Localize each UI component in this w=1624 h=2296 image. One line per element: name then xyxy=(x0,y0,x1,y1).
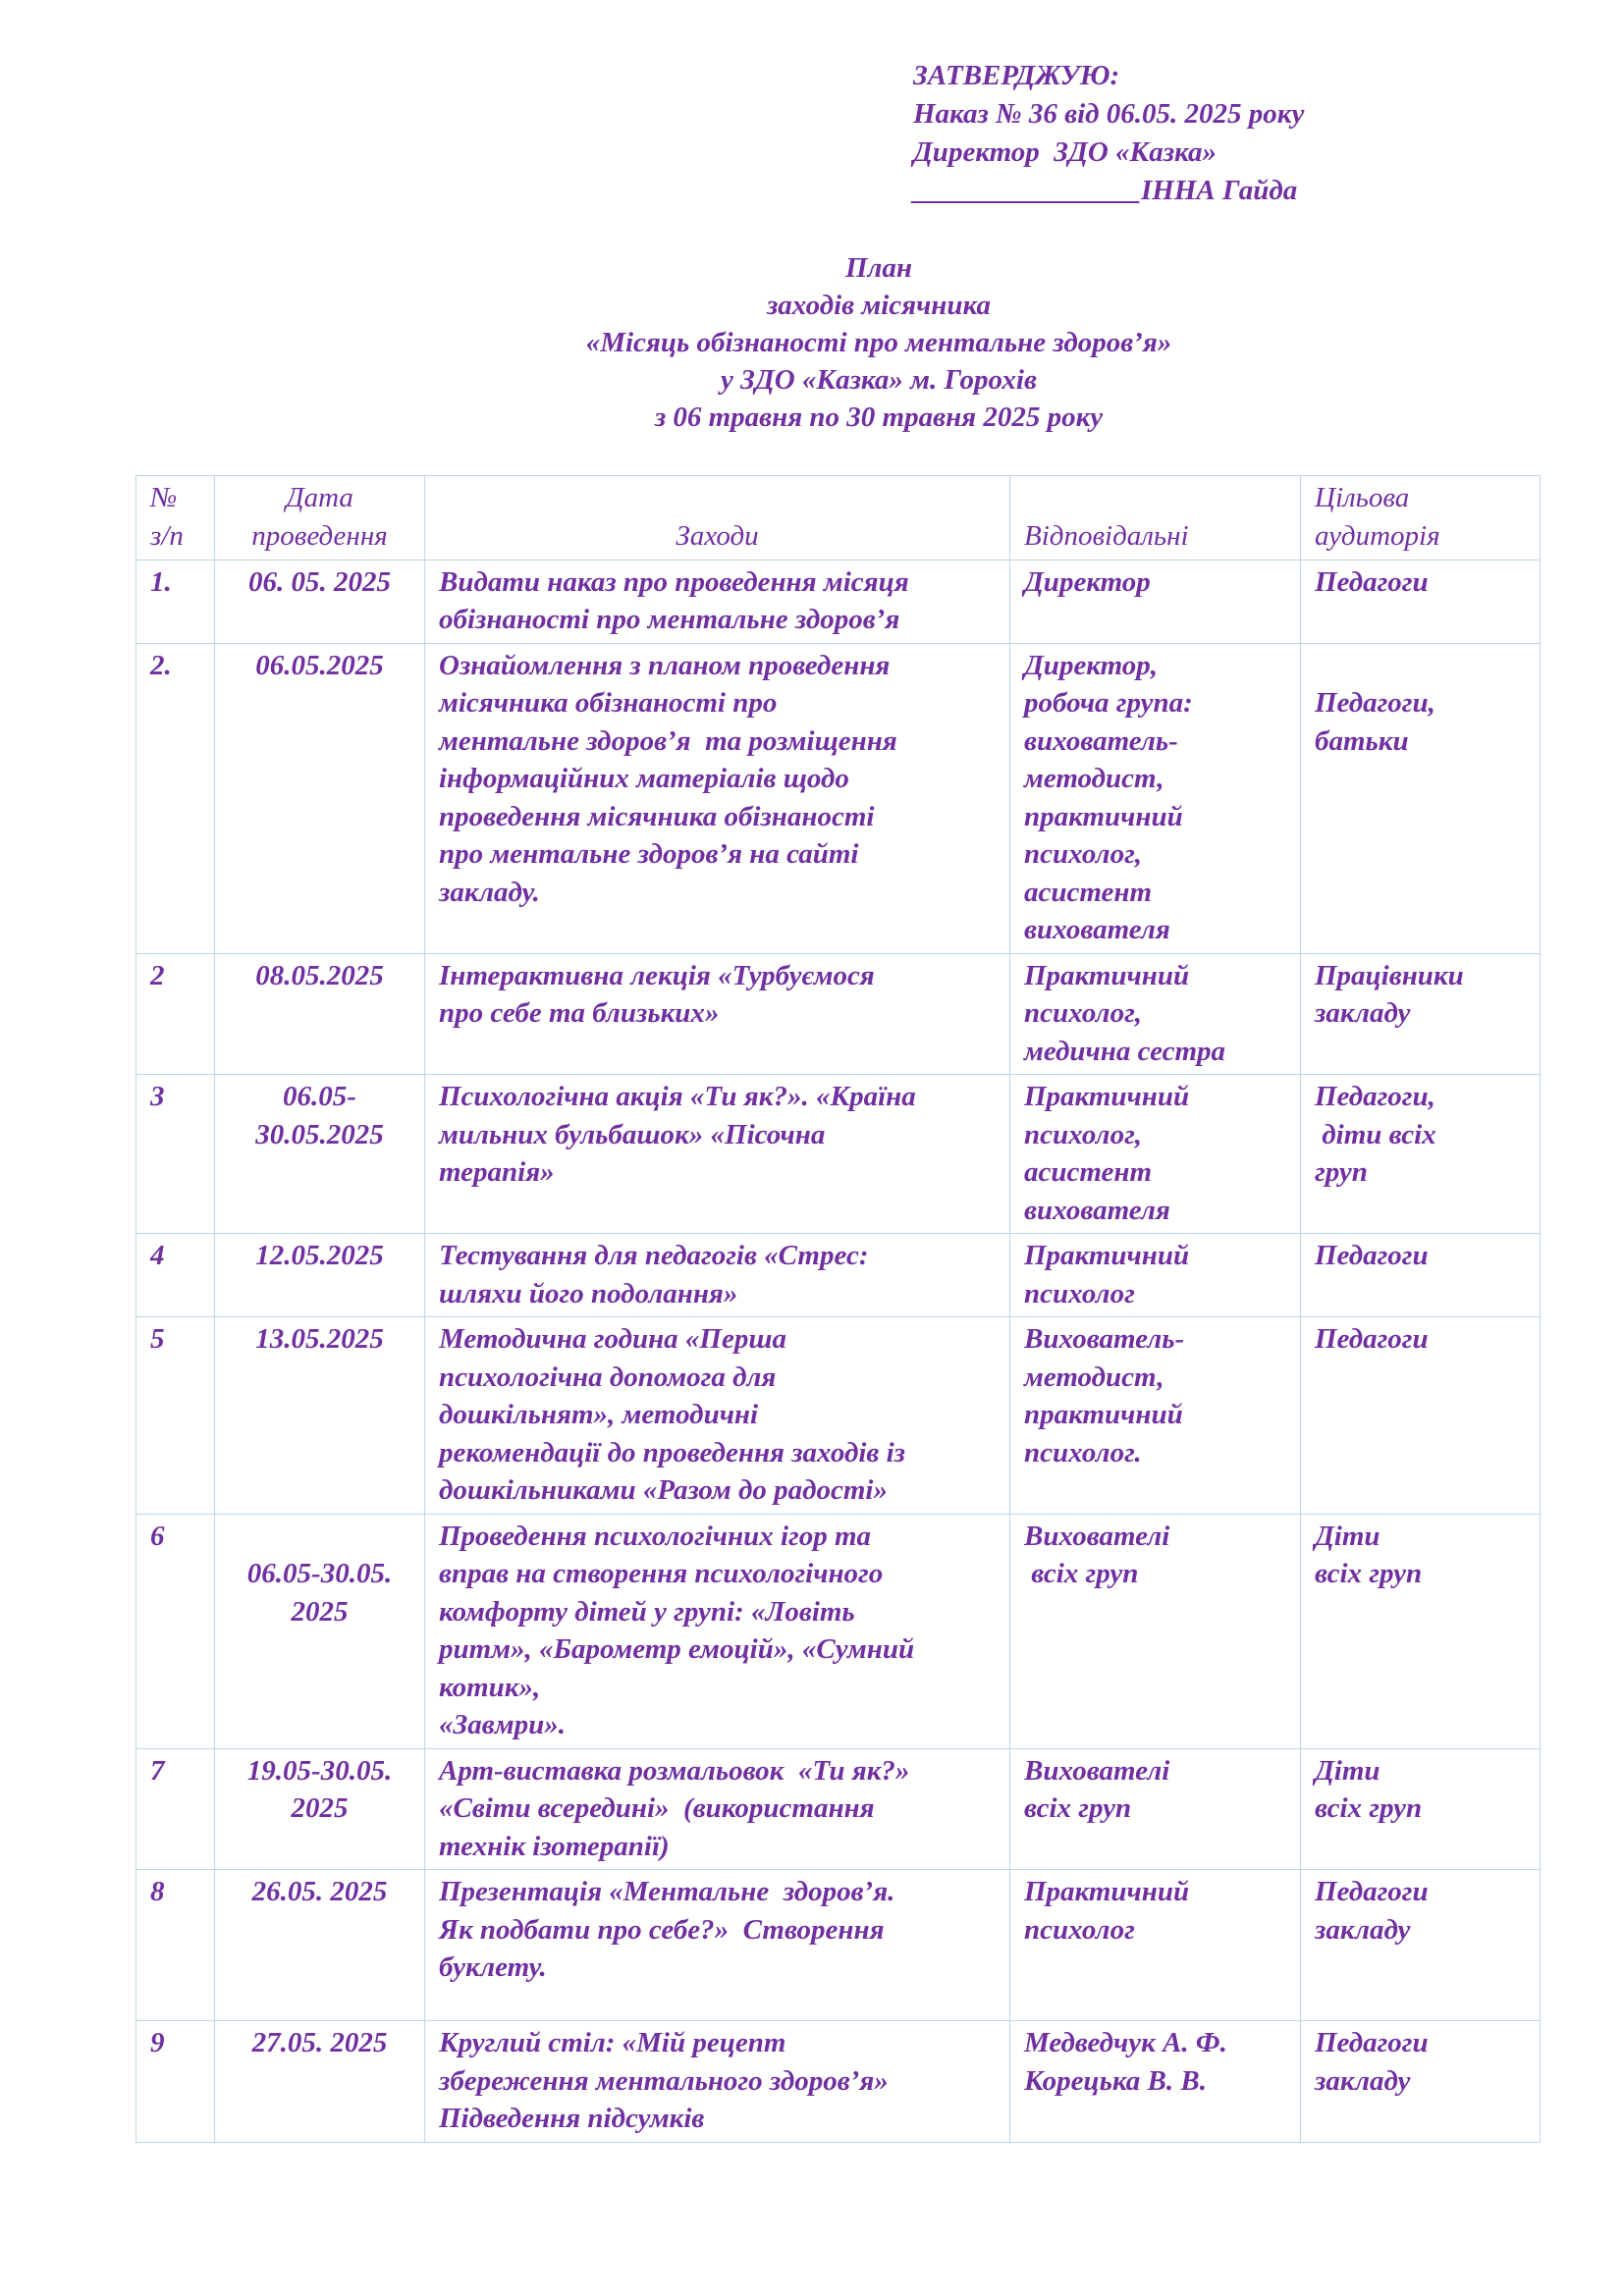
cell-text-line: діти всіх xyxy=(1315,1118,1436,1150)
cell-text-line: Відповідальні xyxy=(1024,520,1189,552)
cell-text-line: Директор xyxy=(1024,565,1151,598)
cell-text-line: закладу xyxy=(1315,1913,1411,1946)
cell-text-line: психолог, xyxy=(1024,838,1143,870)
table-header-row xyxy=(136,476,1541,561)
cell-text-line: ритм», «Барометр емоцій», «Сумний xyxy=(439,1633,915,1665)
cell-text-line: котик», xyxy=(439,1671,541,1703)
header-events xyxy=(425,476,1010,561)
cell-text-line xyxy=(1315,647,1526,685)
cell-responsible xyxy=(1010,1870,1301,2021)
cell-text-line: обізнаності про ментальне здоров’я xyxy=(439,604,900,635)
table-body xyxy=(136,560,1541,2142)
cell-text-line: Медведчук А. Ф. xyxy=(1024,2027,1227,2058)
cell-number xyxy=(136,560,215,643)
cell-text-line: терапія» xyxy=(439,1156,555,1188)
cell-audience xyxy=(1301,2021,1541,2143)
cell-text-line: 2 xyxy=(150,959,165,991)
plan-title-line: з 06 травня по 30 травня 2025 року xyxy=(654,401,1104,433)
approval-line: Наказ № 36 від 06.05. 2025 року xyxy=(913,98,1305,130)
cell-date xyxy=(215,643,425,953)
cell-text-line: асистент xyxy=(1024,1156,1153,1188)
plan-title-line: «Місяць обізнаності про ментальне здоров’я» xyxy=(585,327,1172,358)
cell-text-line: медична сестра xyxy=(1024,1035,1226,1067)
cell-text-line: вихователь- xyxy=(1024,724,1178,757)
cell-text-line: Педагоги xyxy=(1315,1876,1429,1907)
approval-block xyxy=(913,57,1304,210)
cell-text-line: 06.05-30.05. xyxy=(246,1558,393,1589)
approval-line: Директор ЗДО «Казка» xyxy=(913,136,1218,168)
cell-text-line: 8 xyxy=(150,1876,165,1907)
cell-event xyxy=(425,2021,1010,2143)
cell-date xyxy=(215,1317,425,1515)
cell-number xyxy=(136,643,215,953)
cell-text-line: Працівники xyxy=(1315,959,1464,991)
cell-text-line: Педагоги xyxy=(1315,1323,1429,1355)
cell-date xyxy=(215,2021,425,2143)
cell-responsible xyxy=(1010,1075,1301,1234)
cell-text-line: шляхи його подолання» xyxy=(439,1277,738,1309)
plan-title-line: у ЗДО «Казка» м. Горохів xyxy=(721,364,1037,396)
cell-text-line: Директор, xyxy=(1024,649,1159,681)
cell-text-line: Педагоги, xyxy=(1315,687,1435,719)
cell-number xyxy=(136,1748,215,1870)
cell-text-line: 2025 xyxy=(291,1595,349,1628)
cell-responsible xyxy=(1010,2021,1301,2143)
cell-text-line: Цільова xyxy=(1315,482,1410,513)
table-row xyxy=(136,1075,1541,1234)
cell-audience xyxy=(1301,1234,1541,1317)
cell-text-line: ментальне здоров’я та розміщення xyxy=(439,724,897,757)
header-audience xyxy=(1301,476,1541,561)
cell-text-line: мильних бульбашок» «Пісочна xyxy=(439,1118,826,1150)
cell-text-line: асистент xyxy=(1024,876,1153,908)
cell-text-line: № xyxy=(150,482,178,513)
cell-text-line: психолог xyxy=(1024,1277,1135,1309)
cell-responsible xyxy=(1010,1234,1301,1317)
cell-text-line: психолог xyxy=(1024,1913,1135,1946)
header-date xyxy=(215,476,425,561)
cell-text-line: всіх груп xyxy=(1315,1792,1423,1824)
cell-date xyxy=(215,1514,425,1748)
cell-text-line: Психологічна акція «Ти як?». «Країна xyxy=(439,1081,916,1112)
table-row xyxy=(136,953,1541,1075)
approval-line: ЗАТВЕРДЖУЮ: xyxy=(913,60,1120,91)
cell-text-line: збереження ментального здоров’я» xyxy=(439,2064,889,2097)
table-row xyxy=(136,1234,1541,1317)
cell-event xyxy=(425,643,1010,953)
events-table xyxy=(135,475,1541,2143)
cell-text-line: 9 xyxy=(150,2027,165,2058)
cell-audience xyxy=(1301,953,1541,1075)
cell-responsible xyxy=(1010,1514,1301,1748)
cell-text-line: 30.05.2025 xyxy=(255,1118,384,1150)
cell-text-line: 5 xyxy=(150,1323,165,1355)
table-row xyxy=(136,643,1541,953)
cell-number xyxy=(136,1870,215,2021)
cell-text-line: 06. 05. 2025 xyxy=(248,565,391,598)
cell-text-line: 4 xyxy=(150,1240,165,1271)
cell-text-line: психолог, xyxy=(1024,1118,1143,1150)
cell-audience xyxy=(1301,1870,1541,2021)
cell-text-line: психолог, xyxy=(1024,997,1143,1029)
cell-date xyxy=(215,1234,425,1317)
cell-event xyxy=(425,1870,1010,2021)
cell-number xyxy=(136,1075,215,1234)
cell-event xyxy=(425,1075,1010,1234)
cell-text-line: 06.05.2025 xyxy=(255,649,384,681)
cell-text-line: психолог. xyxy=(1024,1436,1142,1468)
cell-text-line: Дата xyxy=(286,482,353,513)
cell-text-line: Вихователь- xyxy=(1024,1323,1185,1355)
cell-text-line: всіх груп xyxy=(1024,1558,1139,1589)
cell-text-line: 3 xyxy=(150,1081,165,1112)
cell-text-line: Проведення психологічних ігор та xyxy=(439,1520,872,1552)
cell-text-line: технік ізотерапії) xyxy=(439,1830,670,1862)
cell-text-line: Педагоги xyxy=(1315,565,1429,598)
cell-text-line: Корецька В. В. xyxy=(1024,2064,1207,2097)
approval-line: ________________ІННА Гайда xyxy=(913,175,1298,206)
cell-text-line: вихователя xyxy=(1024,1194,1170,1226)
cell-text-line: комфорту дітей у групі: «Ловіть xyxy=(439,1595,855,1628)
cell-text-line: дошкільнят», методичні xyxy=(439,1399,759,1430)
cell-text-line: 06.05- xyxy=(283,1081,356,1112)
cell-event xyxy=(425,953,1010,1075)
cell-text-line: про ментальне здоров’я на сайті xyxy=(439,838,859,870)
cell-audience xyxy=(1301,1748,1541,1870)
cell-event xyxy=(425,1514,1010,1748)
cell-audience xyxy=(1301,1514,1541,1748)
cell-text-line: груп xyxy=(1315,1156,1368,1188)
cell-text-line: Діти xyxy=(1315,1754,1380,1787)
header-number xyxy=(136,476,215,561)
cell-text-line: про себе та близьких» xyxy=(439,997,720,1029)
cell-text-line: Видати наказ про проведення місяця xyxy=(439,565,909,598)
cell-text-line: всіх груп xyxy=(1024,1792,1132,1824)
cell-text-line: Практичний xyxy=(1024,1876,1190,1907)
cell-text-line: аудиторія xyxy=(1315,519,1440,552)
cell-text-line: дошкільниками «Разом до радості» xyxy=(439,1474,888,1506)
cell-event xyxy=(425,1748,1010,1870)
cell-text-line: Арт-виставка розмальовок «Ти як?» xyxy=(439,1754,910,1787)
cell-text-line: методист, xyxy=(1024,1361,1164,1393)
cell-text-line: з/п xyxy=(150,519,184,552)
header-responsible xyxy=(1010,476,1301,561)
cell-text-line xyxy=(229,1518,410,1556)
cell-text-line: закладу xyxy=(1315,2064,1411,2097)
cell-text-line: Вихователі xyxy=(1024,1520,1170,1552)
cell-text-line: батьки xyxy=(1315,724,1409,757)
cell-text-line: робоча група: xyxy=(1024,687,1193,719)
cell-text-line: Підведення підсумків xyxy=(439,2103,705,2134)
cell-text-line: 1. xyxy=(150,565,172,598)
cell-text-line: «Завмри». xyxy=(439,1709,566,1740)
cell-text-line: Діти xyxy=(1315,1520,1380,1552)
cell-event xyxy=(425,1317,1010,1515)
table-row xyxy=(136,1317,1541,1515)
cell-text-line: закладу. xyxy=(439,876,540,908)
cell-text-line: 2. xyxy=(150,649,172,681)
plan-title xyxy=(0,249,1624,436)
cell-text-line: місячника обізнаності про xyxy=(439,687,778,719)
table-row xyxy=(136,1514,1541,1748)
plan-title-line: План xyxy=(844,252,913,284)
cell-text-line: Як подбати про себе?» Створення xyxy=(439,1913,885,1946)
cell-number xyxy=(136,1234,215,1317)
table-row xyxy=(136,1870,1541,2021)
cell-text-line: всіх груп xyxy=(1315,1558,1423,1589)
cell-date xyxy=(215,1748,425,1870)
cell-text-line: «Світи всередині» (використання xyxy=(439,1792,875,1824)
cell-text-line: проведення місячника обізнаності xyxy=(439,800,875,832)
cell-number xyxy=(136,2021,215,2143)
cell-text-line: Круглий стіл: «Мій рецепт xyxy=(439,2027,786,2058)
cell-audience xyxy=(1301,560,1541,643)
cell-text-line: психологічна допомога для xyxy=(439,1361,777,1393)
table-row xyxy=(136,2021,1541,2143)
cell-text-line: 13.05.2025 xyxy=(255,1323,384,1355)
cell-responsible xyxy=(1010,643,1301,953)
cell-audience xyxy=(1301,1075,1541,1234)
cell-text-line: проведення xyxy=(251,519,388,552)
cell-responsible xyxy=(1010,953,1301,1075)
cell-text-line: вихователя xyxy=(1024,914,1170,945)
cell-text-line: 6 xyxy=(150,1520,165,1552)
cell-number xyxy=(136,953,215,1075)
cell-number xyxy=(136,1317,215,1515)
cell-text-line: Практичний xyxy=(1024,1081,1190,1112)
cell-text-line: Практичний xyxy=(1024,959,1190,991)
cell-text-line: 7 xyxy=(150,1754,165,1787)
cell-date xyxy=(215,953,425,1075)
cell-text-line: 12.05.2025 xyxy=(255,1240,384,1271)
cell-responsible xyxy=(1010,560,1301,643)
cell-text-line: Презентація «Ментальне здоров’я. xyxy=(439,1876,895,1907)
cell-text-line: Заходи xyxy=(676,520,759,552)
cell-text-line: Тестування для педагогів «Стрес: xyxy=(439,1240,869,1271)
cell-event xyxy=(425,560,1010,643)
cell-text-line: Педагоги, xyxy=(1315,1081,1435,1112)
cell-text-line: вправ на створення психологічного xyxy=(439,1558,884,1589)
cell-audience xyxy=(1301,643,1541,953)
cell-text-line: практичний xyxy=(1024,1399,1183,1430)
cell-audience xyxy=(1301,1317,1541,1515)
table-row xyxy=(136,1748,1541,1870)
cell-number xyxy=(136,1514,215,1748)
cell-text-line: 19.05-30.05. xyxy=(246,1754,393,1787)
cell-text-line: 26.05. 2025 xyxy=(251,1876,388,1907)
cell-date xyxy=(215,560,425,643)
plan-title-line: заходів місячника xyxy=(766,290,992,321)
cell-text-line: 27.05. 2025 xyxy=(251,2027,388,2058)
cell-date xyxy=(215,1870,425,2021)
cell-text-line: 2025 xyxy=(291,1792,349,1824)
cell-text-line: Вихователі xyxy=(1024,1754,1170,1787)
cell-responsible xyxy=(1010,1317,1301,1515)
cell-text-line: Інтерактивна лекція «Турбуємося xyxy=(439,959,875,991)
cell-text-line: закладу xyxy=(1315,997,1411,1029)
cell-text-line: Методична година «Перша xyxy=(439,1323,787,1355)
cell-text-line: Педагоги xyxy=(1315,1240,1429,1271)
cell-text-line: інформаційних матеріалів щодо xyxy=(439,763,849,794)
table-row xyxy=(136,560,1541,643)
cell-text-line: буклету. xyxy=(439,1951,547,1983)
cell-responsible xyxy=(1010,1748,1301,1870)
cell-text-line: практичний xyxy=(1024,800,1183,832)
cell-text-line: Ознайомлення з планом проведення xyxy=(439,649,891,681)
cell-text-line: Педагоги xyxy=(1315,2027,1429,2058)
cell-event xyxy=(425,1234,1010,1317)
cell-text-line: Практичний xyxy=(1024,1240,1190,1271)
cell-date xyxy=(215,1075,425,1234)
cell-text-line: рекомендації до проведення заходів із xyxy=(439,1436,905,1468)
cell-text-line: методист, xyxy=(1024,763,1164,794)
cell-text-line: 08.05.2025 xyxy=(255,959,384,991)
